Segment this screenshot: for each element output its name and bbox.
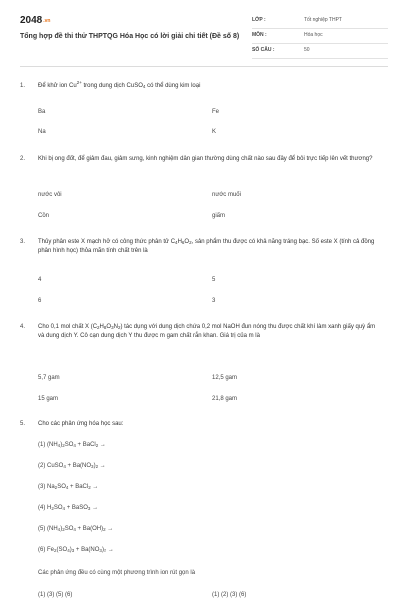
meta-count: SỐ CÂU : 50 bbox=[252, 44, 388, 59]
question-footer: Các phản ứng đều có cùng một phương trình ion rút gọn là bbox=[38, 570, 196, 576]
question-3: 3. Thủy phân este X mạch hở có công thức phân tử $C_4H_6O_2$, sản phẩm thu được có khả năng tráng bạc. Số este X (tính cả đồng phân hình học) thỏa mãn tính chất trên là 4 5 6 3 bbox=[20, 238, 388, 310]
question-text: Để khử ion $Cu^{2+}$ trong dung dịch CuSO$_4$ có thể dùng kim loại bbox=[38, 80, 201, 89]
reaction-5: (5) $(NH_4)_2SO_4 + Ba(OH)_2$ → bbox=[38, 526, 114, 532]
option-a[interactable]: (1) (3) (5) (6) bbox=[38, 592, 73, 598]
question-2: 2. Khi bị ong đốt, để giảm đau, giảm sưng, kinh nghiệm dân gian thường dùng chất nào sau đây để bôi trực tiếp lên vết thương? nước vôi nước muối Cồn giấm bbox=[20, 155, 388, 225]
option-c[interactable]: 15 gam bbox=[38, 396, 59, 402]
question-text: Cho các phản ứng hóa học sau: bbox=[38, 421, 124, 427]
option-c[interactable]: Na bbox=[38, 129, 46, 135]
meta-class: LỚP : Tốt nghiệp THPT bbox=[252, 14, 388, 29]
option-b[interactable]: 12,5 gam bbox=[212, 375, 238, 381]
option-d[interactable]: 21,8 gam bbox=[212, 396, 238, 402]
meta-table bbox=[252, 14, 388, 59]
reaction-3: (3) $Na_2SO_4$ + BaCl$_2$ → bbox=[38, 484, 99, 490]
document-header bbox=[20, 12, 388, 60]
option-d[interactable]: K bbox=[212, 129, 217, 135]
option-b[interactable]: Fe bbox=[212, 109, 220, 115]
question-text: Cho 0,1 mol chất X $(C_2H_8O_3N_2)$ tác dụng với dung dịch chứa 0,2 mol NaOH đun nóng thu được chất khí làm xanh giấy quỳ ẩm và dung dịch Y. Cô cạn dung dịch Y thu được m gam chất rắn khan. Giá trị của m là bbox=[38, 324, 376, 339]
reaction-2: (2) CuSO$_4$ + $Ba(NO_3)_2$ → bbox=[38, 463, 106, 469]
document-title: Tổng hợp đề thi thử THPTQG Hóa Học có lời giải chi tiết (Đề số 8) bbox=[20, 33, 240, 40]
option-b[interactable]: (1) (2) (3) (6) bbox=[212, 592, 247, 598]
reaction-4: (4) $H_2SO_4$ + BaSO$_3$ → bbox=[38, 505, 99, 511]
option-a[interactable]: 4 bbox=[38, 277, 42, 283]
option-a[interactable]: Ba bbox=[38, 109, 46, 115]
reaction-6: (6) $Fe_2(SO_4)_3 + Ba(NO_3)_2$ → bbox=[38, 547, 114, 553]
question-text: Khi bị ong đốt, để giảm đau, giảm sưng, kinh nghiệm dân gian thường dùng chất nào sau đây để bôi trực tiếp lên vết thương? bbox=[38, 156, 373, 162]
option-b[interactable]: 5 bbox=[212, 277, 216, 283]
option-a[interactable]: nước vôi bbox=[38, 192, 62, 198]
reaction-1: (1) $(NH_4)_2SO_4$ + BaCl$_2$ → bbox=[38, 442, 106, 448]
option-d[interactable]: 3 bbox=[212, 298, 216, 304]
option-b[interactable]: nước muối bbox=[212, 192, 241, 198]
question-text: Thủy phân este X mạch hở có công thức phân tử $C_4H_6O_2$, sản phẩm thu được có khả năng tráng bạc. Số este X (tính cả đồng phân hình học) thỏa mãn tính chất trên là bbox=[38, 239, 375, 254]
header-divider bbox=[20, 66, 388, 67]
option-c[interactable]: Cồn bbox=[38, 213, 50, 219]
option-a[interactable]: 5,7 gam bbox=[38, 375, 60, 381]
option-d[interactable]: giấm bbox=[212, 213, 226, 219]
question-1: 1. Để khử ion $Cu^{2+}$ trong dung dịch CuSO$_4$ có thể dùng kim loại Ba Fe Na K bbox=[20, 82, 388, 142]
question-4: 4. Cho 0,1 mol chất X $(C_2H_8O_3N_2)$ tác dụng với dung dịch chứa 0,2 mol NaOH đun nóng thu được chất khí làm xanh giấy quỳ ẩm và dung dịch Y. Cô cạn dung dịch Y thu được m gam chất rắn khan. Giá trị của m là 5,7 gam 12,5 gam 15 gam 21,8 gam bbox=[20, 323, 388, 408]
site-logo[interactable]: 2048.vn bbox=[20, 15, 51, 26]
meta-subject: MÔN : Hóa học bbox=[252, 29, 388, 44]
question-5: 5. Cho các phản ứng hóa học sau: (1) $(NH_4)_2SO_4$ + BaCl$_2$ → (2) CuSO$_4$ + $Ba(NO_3)_2$ → (3) $Na_2SO_4$ + BaCl$_2$ → (4) $H_2SO_4$ + BaSO$_3$ → (5) $(NH_4)_2SO_4 + Ba(OH)_2$ → (6) $Fe_2(SO_4)_3 + Ba(NO_3)_2$ → Các phản ứng đều có cùng một phương trình ion rút gọn là (1) (3) (5) (6) (1) (2) (3) (6) bbox=[20, 420, 388, 600]
option-c[interactable]: 6 bbox=[38, 298, 42, 304]
